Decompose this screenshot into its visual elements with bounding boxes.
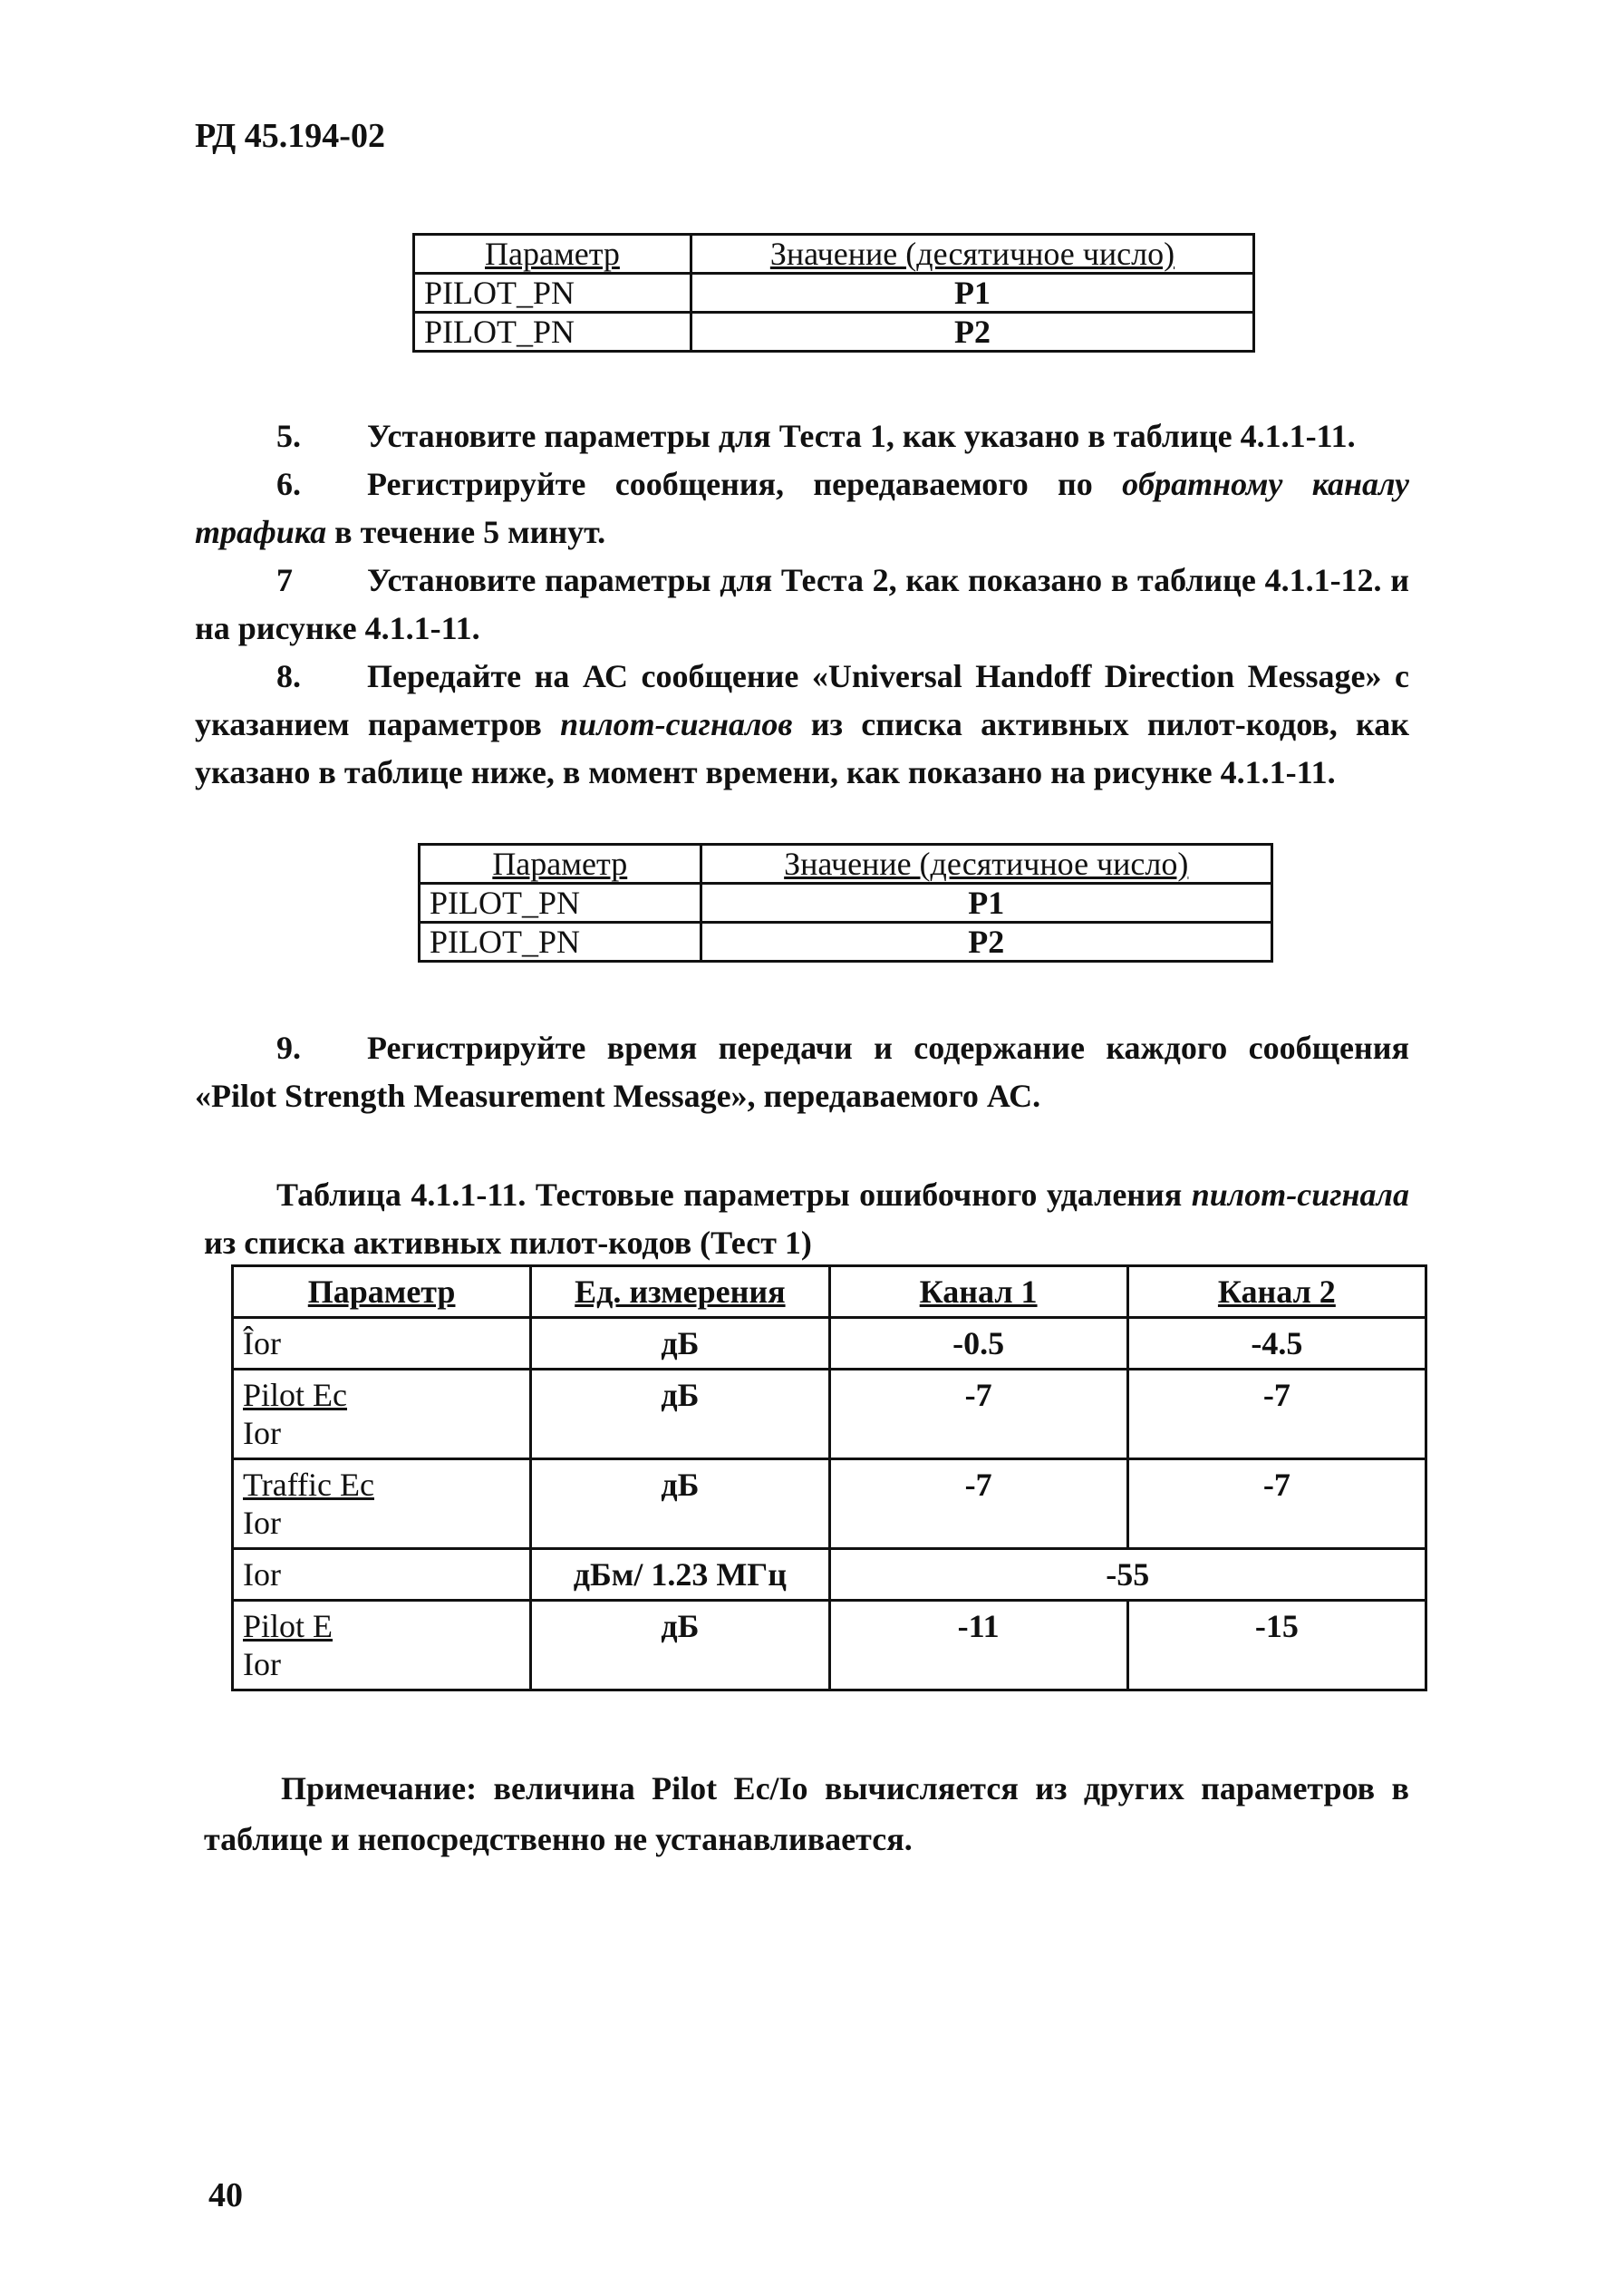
- step-number: 5.: [276, 418, 301, 454]
- unit-cell: дБ: [531, 1601, 829, 1690]
- caption-text: из списка активных пилот-кодов (Тест 1): [204, 1225, 812, 1261]
- table-cell: P2: [691, 313, 1253, 352]
- table-header: Ед. измерения: [531, 1266, 829, 1318]
- step-emphasis: обратному каналу трафика: [195, 466, 1410, 550]
- unit-cell: дБ: [531, 1318, 829, 1370]
- table-cell: PILOT_PN: [420, 923, 701, 962]
- param-denominator: Ior: [243, 1505, 281, 1541]
- param-name: Îor: [243, 1325, 281, 1361]
- table-row: [233, 1601, 1426, 1690]
- table-header: Канал 2: [1127, 1266, 1426, 1318]
- channel1-cell: -7: [829, 1370, 1127, 1459]
- table-header: Параметр: [420, 845, 701, 884]
- unit-cell: дБ: [531, 1459, 829, 1549]
- table-note: Примечание: величина Pilot Ec/Io вычисляется из других параметров в таблице и непосредственно не устанавливается.: [204, 1770, 1409, 1857]
- param-name: Pilot E: [243, 1608, 334, 1644]
- table-row: [420, 923, 1272, 962]
- step-7: [195, 557, 1409, 653]
- step-emphasis: пилот-сигналов: [560, 706, 793, 742]
- step-text: Регистрируйте сообщения, передаваемого по: [367, 466, 1123, 502]
- step-number: 8.: [276, 658, 301, 694]
- pilot-pn-table-1: [412, 233, 1255, 353]
- channel2-cell: -15: [1127, 1601, 1426, 1690]
- step-6: [195, 460, 1409, 557]
- unit-cell: дБм/ 1.23 МГц: [531, 1549, 829, 1601]
- unit-cell: дБ: [531, 1370, 829, 1459]
- table-header: Канал 1: [829, 1266, 1127, 1318]
- caption-emphasis: пилот-сигнала: [1191, 1177, 1409, 1213]
- channel1-cell: -0.5: [829, 1318, 1127, 1370]
- table-header: Значение (десятичное число): [691, 235, 1253, 274]
- steps-5-8: [195, 412, 1409, 797]
- table-cell: PILOT_PN: [414, 274, 691, 313]
- table-row: [233, 1370, 1426, 1459]
- page-number: 40: [208, 2176, 243, 2214]
- table-row: [414, 313, 1254, 352]
- table-row: [233, 1459, 1426, 1549]
- table-header: Параметр: [233, 1266, 531, 1318]
- pilot-pn-table-2: [418, 843, 1273, 963]
- param-cell: [233, 1459, 531, 1549]
- step-number: 6.: [276, 466, 301, 502]
- table-header: Параметр: [414, 235, 691, 274]
- channel2-cell: -7: [1127, 1370, 1426, 1459]
- param-cell: [233, 1370, 531, 1459]
- table-cell: P2: [701, 923, 1271, 962]
- step-text: Установите параметры для Теста 2, как показано в таблице 4.1.1-12. и на рисунке 4.1.1-11.: [195, 562, 1409, 646]
- param-denominator: Ior: [243, 1646, 281, 1682]
- document-header: РД 45.194-02: [195, 117, 385, 155]
- step-text: Регистрируйте время передачи и содержание каждого сообщения «Pilot Strength Measurement Message», передаваемого АС.: [195, 1030, 1409, 1114]
- channel1-cell: -7: [829, 1459, 1127, 1549]
- table-row: [233, 1318, 1426, 1370]
- param-name: Ior: [243, 1556, 281, 1593]
- step-number: 7: [276, 562, 293, 598]
- param-name: Pilot Ec: [243, 1377, 347, 1413]
- step-text: из списка активных пилот-кодов, как указано в таблице ниже, в момент времени, как показано на рисунке 4.1.1-11.: [195, 706, 1409, 790]
- step-text: в течение 5 минут.: [326, 514, 606, 550]
- step-text: Передайте на АС сообщение «Universal Handoff Direction Message» с указанием параметров: [195, 658, 1409, 742]
- test-parameters-table: [231, 1264, 1427, 1691]
- param-cell: [233, 1318, 531, 1370]
- param-cell: [233, 1549, 531, 1601]
- step-9: [195, 1024, 1409, 1120]
- channel2-cell: -7: [1127, 1459, 1426, 1549]
- channel1-cell: -11: [829, 1601, 1127, 1690]
- channel2-cell: -4.5: [1127, 1318, 1426, 1370]
- merged-channel-cell: -55: [829, 1549, 1426, 1601]
- step-number: 9.: [276, 1030, 301, 1066]
- step-8: [195, 653, 1409, 797]
- param-name: Traffic Ec: [243, 1467, 374, 1503]
- param-cell: [233, 1601, 531, 1690]
- table-cell: P1: [701, 884, 1271, 923]
- caption-text: Таблица 4.1.1-11. Тестовые параметры ошибочного удаления: [276, 1177, 1192, 1213]
- table-header: Значение (десятичное число): [701, 845, 1271, 884]
- table-row: [233, 1549, 1426, 1601]
- param-denominator: Ior: [243, 1415, 281, 1451]
- table-cell: PILOT_PN: [414, 313, 691, 352]
- table-cell: PILOT_PN: [420, 884, 701, 923]
- step-9-block: [195, 1024, 1409, 1120]
- table-cell: P1: [691, 274, 1253, 313]
- step-5: [195, 412, 1409, 460]
- table-row: [420, 884, 1272, 923]
- table-caption: [204, 1171, 1409, 1267]
- step-text: Установите параметры для Теста 1, как указано в таблице 4.1.1-11.: [367, 418, 1356, 454]
- table-row: [414, 274, 1254, 313]
